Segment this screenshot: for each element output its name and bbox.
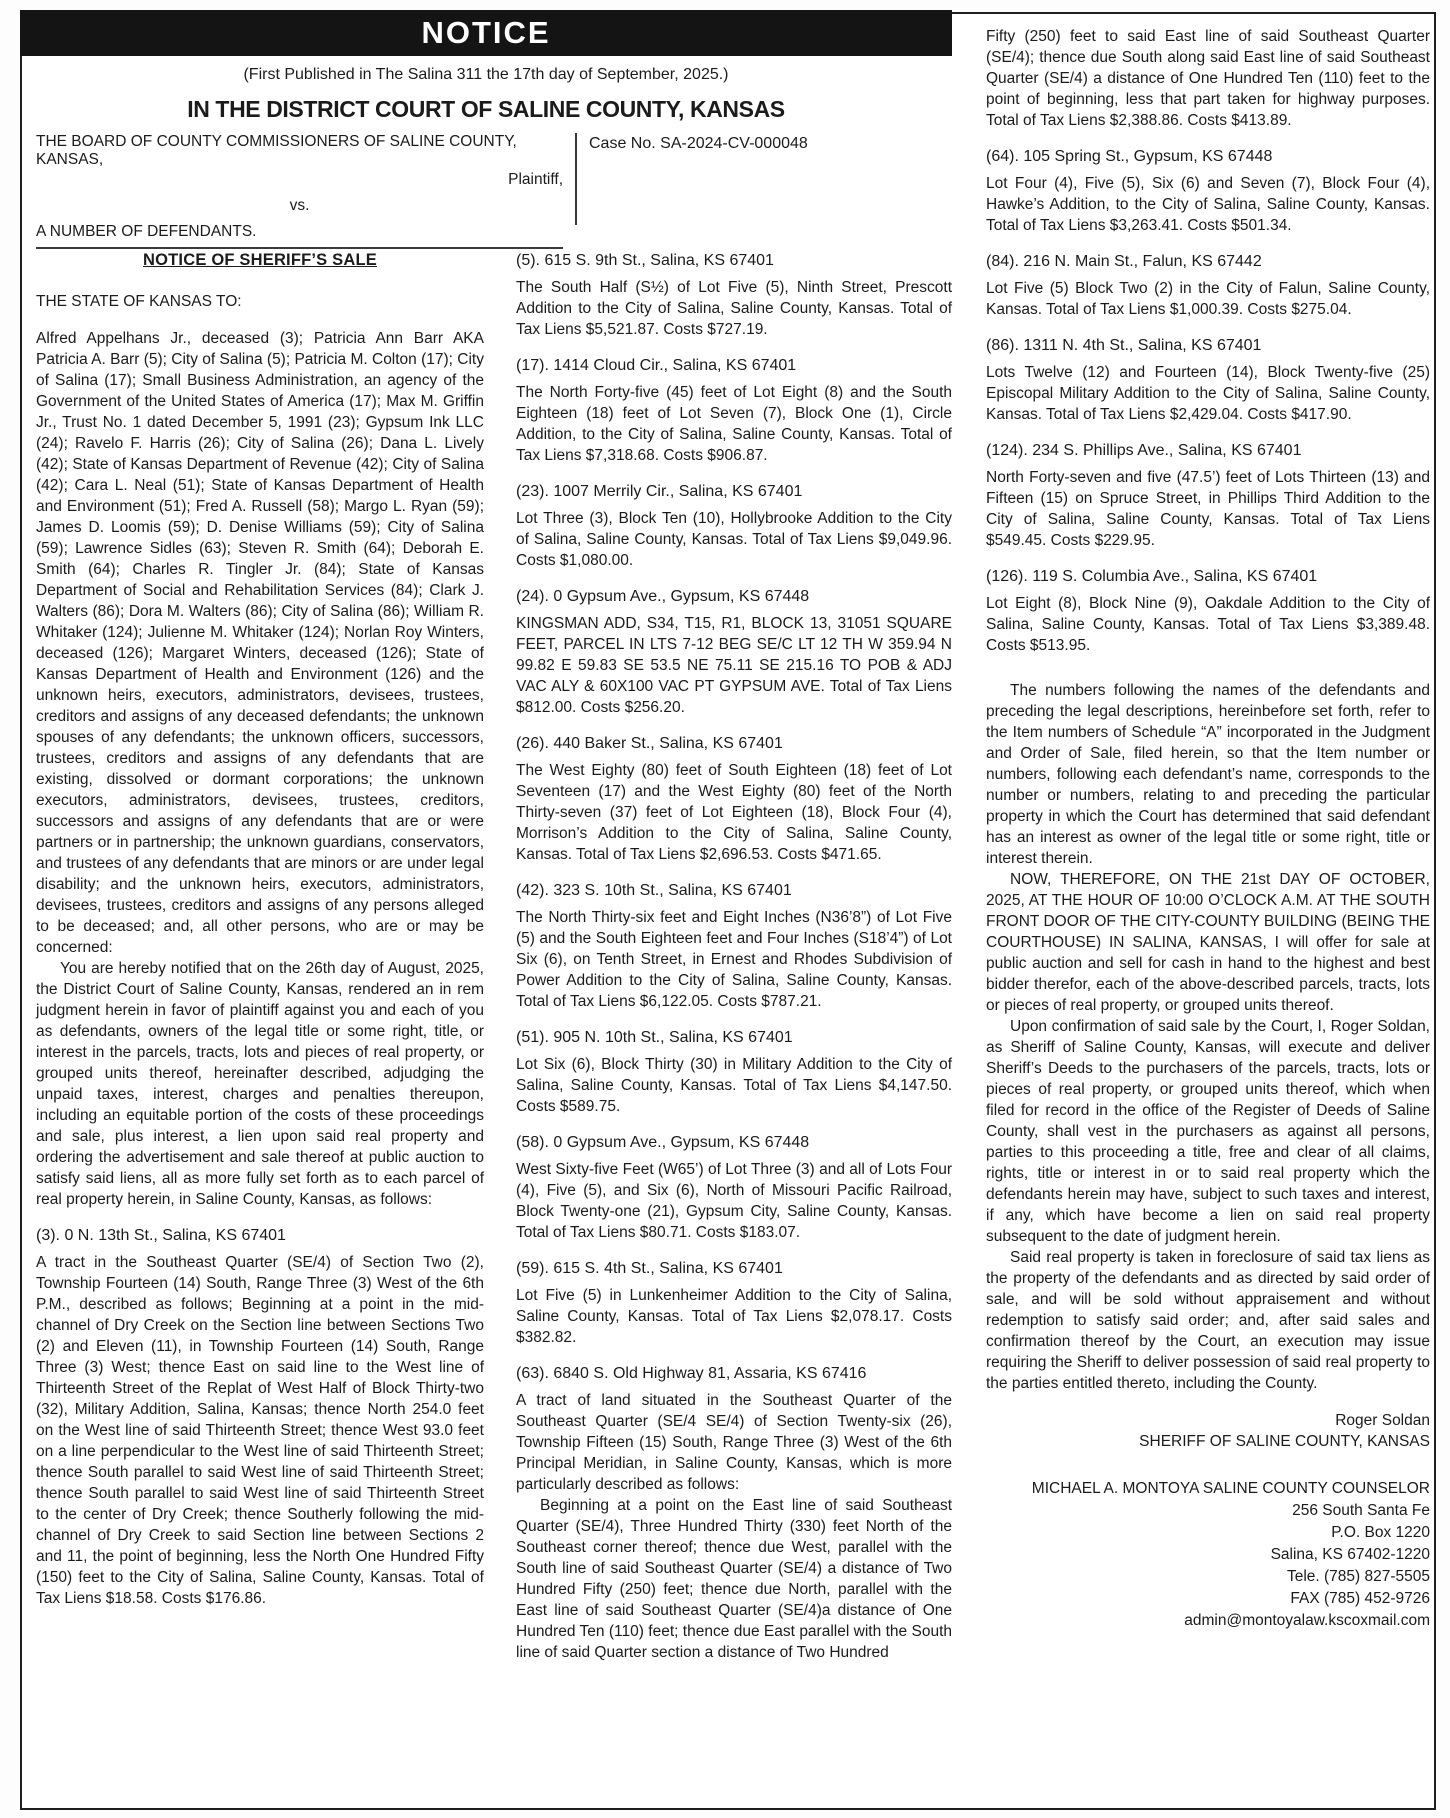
- item-heading: [516, 880, 952, 901]
- item-address: 1311 N. 4th St., Salina, KS 67401: [1023, 337, 1262, 354]
- item-number: (126).: [986, 568, 1028, 585]
- property-item-64: [986, 146, 1430, 236]
- defendants-list-paragraph: Alfred Appelhans Jr., deceased (3); Patricia Ann Barr AKA Patricia A. Barr (5); City of Salina (5); Patricia M. Colton (17); City of Salina (17); Small Business Administration, an agency of the Government of the United States of America (17); Max M. Griffin Jr., Trust No. 1 dated December 5, 1991 (23); Gypsum Ink LLC (24); Ravelo F. Harris (26); City of Salina (26); Dana L. Lively (42); State of Kansas Department of Revenue (42); City of Salina (42); Cara L. Neal (51); State of Kansas Department of Health and Environment (51); Fred A. Russell (58); Margo L. Ryan (59); James D. Loomis (59); D. Denise Williams (59); City of Salina (59); Lawrence Sidles (63); Steven R. Smith (64); Deborah E. Smith (64); Charles R. Tingler Jr. (84); State of Kansas Department of Social and Rehabilitation Services (84); Clark J. Walters (86); Dora M. Walters (86); City of Salina (86); William R. Whitaker (124); Julienne M. Whitaker (124); Norlan Roy Winters, deceased (126); Margaret Winters, deceased (126); State of Kansas Department of Health and Environment (126) and the unknown heirs, executors, administrators, devisees, trustees, creditors and assigns of any deceased defendants; the unknown spouses of any defendants; the unknown officers, successors, trustees, creditors and assigns of any defendants that are existing, dissolved or dormant corporations; the unknown executors, administrators, devisees, trustees, creditors, successors and assigns of any defendants that are or were partners or in partnership; the unknown guardians, conservators, and trustees of any defendants that are minors or are under legal disability; and the unknown heirs, executors, administrators, devisees, trustees, creditors and assigns of any persons alleged to be deceased; and, all other persons, who are or may be concerned:: [36, 330, 484, 956]
- counsel-address-line: P.O. Box 1220: [1331, 1524, 1430, 1541]
- item-description: The South Half (S½) of Lot Five (5), Ninth Street, Prescott Addition to the City of Salina, Saline County, Kansas. Total of Tax Liens $5,521.87. Costs $727.19.: [516, 279, 952, 338]
- item-description: The North Forty-five (45) feet of Lot Eight (8) and the South Eighteen (18) feet of Lot Seven (7), Block One (1), Circle Addition, to the City of Salina, Saline County, Kansas. Total of Tax Liens $7,318.68. Costs $906.87.: [516, 384, 952, 464]
- item-number: (124).: [986, 442, 1028, 459]
- sheriffs-sale-title: NOTICE OF SHERIFF’S SALE: [143, 251, 377, 269]
- addressee-line: THE STATE OF KANSAS TO:: [36, 293, 242, 310]
- plaintiff-role: Plaintiff,: [508, 171, 563, 188]
- closing-section: [986, 680, 1430, 1394]
- item-address: 1007 Merrily Cir., Salina, KS 67401: [553, 483, 803, 500]
- first-published-line: (First Published in The Salina 311 the 17th day of September, 2025.): [243, 66, 729, 83]
- closing-paragraph: NOW, THEREFORE, ON THE 21st DAY OF OCTOBER, 2025, AT THE HOUR OF 10:00 O’CLOCK A.M. AT THE SOUTH FRONT DOOR OF THE CITY-COUNTY BUILDING (BEING THE COURTHOUSE) IN SALINA, KANSAS, I will offer for sale at public auction and sell for cash in hand to the highest and best bidder therefor, each of the above-described parcels, tracts, lots or pieces of real property, or grouped units thereof.: [986, 871, 1430, 1014]
- counsel-fax: FAX (785) 452-9726: [1290, 1590, 1430, 1607]
- item-description: North Forty-seven and five (47.5’) feet of Lots Thirteen (13) and Fifteen (15) on Spruce Street, in Phillips Third Addition to the City of Salina, Saline County, Kansas. Total of Tax Liens $549.45. Costs $229.95.: [986, 469, 1430, 549]
- item-description: The North Thirty-six feet and Eight Inches (N36’8”) of Lot Five (5) and the South Eighteen feet and Four Inches (S18’4”) of Lot Six (6), on Tenth Street, in Ernest and Rhodes Subdivision of Power Addition to the City of Salina, Saline County, Kansas. Total of Tax Liens $6,122.05. Costs $787.21.: [516, 909, 952, 1010]
- item-heading: [516, 1363, 952, 1384]
- item-number: (51).: [516, 1029, 549, 1046]
- item-heading: [516, 1027, 952, 1048]
- item-description: KINGSMAN ADD, S34, T15, R1, BLOCK 13, 31051 SQUARE FEET, PARCEL IN LTS 7-12 BEG SE/C LT 12 TH W 359.94 N 99.82 E 59.83 SE 53.5 NE 75.11 SE 215.16 TO POB & ADJ VAC ALY & 60X100 VAC PT GYPSUM AVE. Total of Tax Liens $812.00. Costs $256.20.: [516, 615, 952, 716]
- item-address: 323 S. 10th St., Salina, KS 67401: [553, 882, 792, 899]
- item-number: (64).: [986, 148, 1019, 165]
- property-item-58: [516, 1132, 952, 1243]
- item-address: 0 Gypsum Ave., Gypsum, KS 67448: [553, 1134, 810, 1151]
- item-address: 216 N. Main St., Falun, KS 67442: [1023, 253, 1262, 270]
- item-heading: [516, 250, 952, 271]
- item-description: Lot Eight (8), Block Nine (9), Oakdale Addition to the City of Salina, Saline County, Kansas. Total of Tax Liens $3,389.48. Costs $513.95.: [986, 595, 1430, 654]
- item-number: (59).: [516, 1260, 549, 1277]
- signature-block: [986, 1410, 1430, 1452]
- item-address: 105 Spring St., Gypsum, KS 67448: [1023, 148, 1273, 165]
- item-description: West Sixty-five Feet (W65’) of Lot Three (3) and all of Lots Four (4), Five (5), and Six (6), North of Missouri Pacific Railroad, Block Twenty-one (21), Gypsum City, Saline County, Kansas. Total of Tax Liens $80.71. Costs $183.07.: [516, 1161, 952, 1241]
- item-address: 905 N. 10th St., Salina, KS 67401: [553, 1029, 793, 1046]
- item-number: (58).: [516, 1134, 549, 1151]
- versus-label: vs.: [289, 197, 310, 214]
- item-heading: [36, 1225, 484, 1246]
- property-item-59: [516, 1258, 952, 1348]
- item-heading: [516, 1258, 952, 1279]
- item-heading: [516, 586, 952, 607]
- item-address: 615 S. 9th St., Salina, KS 67401: [544, 252, 774, 269]
- item-heading: [986, 566, 1430, 587]
- property-item-42: [516, 880, 952, 1012]
- item-heading: [516, 733, 952, 754]
- notice-banner: [20, 10, 952, 56]
- item-number: (17).: [516, 357, 549, 374]
- item-address: 1414 Cloud Cir., Salina, KS 67401: [553, 357, 797, 374]
- item-address: 615 S. 4th St., Salina, KS 67401: [553, 1260, 783, 1277]
- counsel-phone: Tele. (785) 827-5505: [1286, 1568, 1430, 1585]
- continuation-paragraph: Fifty (250) feet to said East line of said Southeast Quarter (SE/4); thence due South along said East line of said Southeast Quarter (SE/4) a distance of One Hundred Ten (110) feet to the point of beginning, less that part taken for highway purposes. Total of Tax Liens $2,388.86. Costs $413.89.: [986, 28, 1430, 129]
- item-heading: [986, 251, 1430, 272]
- item-address: 0 Gypsum Ave., Gypsum, KS 67448: [553, 588, 810, 605]
- item-number: (5).: [516, 252, 540, 269]
- item-description: The West Eighty (80) feet of South Eighteen (18) feet of Lot Seventeen (17) and the West Eighty (80) feet of the North Thirty-seven (37) feet of Lot Eighteen (18), Block Four (4), Morrison’s Addition to the City of Salina, Saline County, Kansas. Total of Tax Liens $2,696.53. Costs $471.65.: [516, 762, 952, 863]
- signature-title: SHERIFF OF SALINE COUNTY, KANSAS: [1139, 1433, 1430, 1450]
- item-number: (42).: [516, 882, 549, 899]
- closing-paragraph: Upon confirmation of said sale by the Court, I, Roger Soldan, as Sheriff of Saline County, Kansas, will execute and deliver Sheriff’s Deeds to the purchasers of the parcels, tracts, lots or pieces of real property, or grouped units thereof, which when filed for record in the office of the Register of Deeds of Saline County, shall vest in the purchasers as against all persons, parties to this proceeding a title, free and clear of all claims, rights, title or interest in or to said real property which the defendants herein may have, subject to such taxes and interest, if any, which have become a lien on said real property subsequent to the date of judgment herein.: [986, 1018, 1430, 1245]
- property-item-84: [986, 251, 1430, 320]
- item-heading: [516, 355, 952, 376]
- item-description: Lots Twelve (12) and Fourteen (14), Block Twenty-five (25) Episcopal Military Addition to the City of Salina, Saline County, Kansas. Total of Tax Liens $2,429.04. Costs $417.90.: [986, 364, 1430, 423]
- item-address: 6840 S. Old Highway 81, Assaria, KS 67416: [553, 1365, 867, 1382]
- item-address: 119 S. Columbia Ave., Salina, KS 67401: [1032, 568, 1318, 585]
- caption-divider: [575, 133, 577, 225]
- item-heading: [516, 481, 952, 502]
- property-item-126: [986, 566, 1430, 656]
- case-number: Case No. SA-2024-CV-000048: [589, 135, 808, 152]
- item-heading: [516, 1132, 952, 1153]
- property-item-17: [516, 355, 952, 466]
- item-number: (84).: [986, 253, 1019, 270]
- item-number: (86).: [986, 337, 1019, 354]
- item-heading: [986, 146, 1430, 167]
- item-description: A tract in the Southeast Quarter (SE/4) of Section Two (2), Township Fourteen (14) South, Range Three (3) West of the 6th P.M., described as follows; Beginning at a point in the mid-channel of Dry Creek on the Section line between Sections Two (2) and Eleven (11), in Township Fourteen (14) South, Range Three (3) West; thence East on said line to the West line of Thirteenth Street of the Replat of West Half of Block Thirty-two (32), Military Addition, Salina, Kansas; thence North 254.0 feet on the West line of said Thirteenth Street; thence West 93.0 feet on a line perpendicular to the West line of said Thirteenth Street; thence South parallel to said West line of said Thirteenth Street; thence South parallel to said West line of said Thirteenth Street to the center of Dry Creek; thence Southerly following the mid-channel of Dry Creek to said Section line between Sections 2 and 11, the point of beginning, less the North One Hundred Fifty (150) feet to the City of Salina, Saline County, Kansas. Total of Tax Liens $18.58. Costs $176.86.: [36, 1254, 484, 1607]
- property-item-63: [516, 1363, 952, 1663]
- item-number: (63).: [516, 1365, 549, 1382]
- notice-header: [24, 60, 948, 123]
- counsel-address-line: Salina, KS 67402-1220: [1270, 1546, 1430, 1563]
- notice-banner-label: NOTICE: [421, 15, 551, 50]
- case-caption: [36, 133, 952, 249]
- property-item-86: [986, 335, 1430, 425]
- item-description-continued: Beginning at a point on the East line of said Southeast Quarter (SE/4), Three Hundred Thirty (330) feet North of the Southeast corner thereof; thence due West, parallel with the South line of said Southeast Quarter (SE/4) a distance of Two Hundred Fifty (250) feet; thence due North, parallel with the East line of said Southeast Quarter (SE/4)a distance of One Hundred Ten (110) feet; thence due East parallel with the South line of said Quarter section a distance of Two Hundred: [516, 1497, 952, 1661]
- property-item-26: [516, 733, 952, 865]
- defendant-name: A NUMBER OF DEFENDANTS.: [36, 223, 257, 240]
- caption-parties: [36, 133, 563, 249]
- item-description: Lot Six (6), Block Thirty (30) in Military Addition to the City of Salina, Saline County, Kansas. Total of Tax Liens $4,147.50. Costs $589.75.: [516, 1056, 952, 1115]
- property-item-3: [36, 1225, 484, 1609]
- signature-name: Roger Soldan: [1335, 1412, 1430, 1429]
- closing-paragraph: Said real property is taken in foreclosure of said tax liens as the property of the defendants and as directed by said order of sale, and will be sold without appraisement and without redemption to satisfy said order; and, after said sales and confirmation thereof by the Court, an execution may issue requiring the Sheriff to deliver possession of said real property to the parties entitled thereto, including the County.: [986, 1249, 1430, 1392]
- item-heading: [986, 335, 1430, 356]
- property-item-124: [986, 440, 1430, 551]
- counsel-address-line: 256 South Santa Fe: [1292, 1502, 1430, 1519]
- item-address: 234 S. Phillips Ave., Salina, KS 67401: [1032, 442, 1302, 459]
- item-number: (3).: [36, 1227, 60, 1244]
- item-description: Lot Five (5) Block Two (2) in the City of Falun, Saline County, Kansas. Total of Tax Liens $1,000.39. Costs $275.04.: [986, 280, 1430, 318]
- item-description: A tract of land situated in the Southeast Quarter of the Southeast Quarter (SE/4 SE/4) of Section Twenty-six (26), Township Fifteen (15) South, Range Three (3) West of the 6th Principal Meridian, in Saline County, Kansas, which is more particularly described as follows:: [516, 1392, 952, 1493]
- item-description: Lot Four (4), Five (5), Six (6) and Seven (7), Block Four (4), Hawke’s Addition, to the City of Salina, Saline County, Kansas. Total of Tax Liens $3,263.41. Costs $501.34.: [986, 175, 1430, 234]
- property-item-5: [516, 250, 952, 340]
- plaintiff-name: THE BOARD OF COUNTY COMMISSIONERS OF SALINE COUNTY, KANSAS,: [36, 133, 517, 168]
- item-heading: [986, 440, 1430, 461]
- item-number: (23).: [516, 483, 549, 500]
- counsel-name: MICHAEL A. MONTOYA SALINE COUNTY COUNSELOR: [1031, 1480, 1430, 1497]
- counsel-block: [986, 1478, 1430, 1631]
- property-item-24: [516, 586, 952, 718]
- counsel-email: admin@montoyalaw.kscoxmail.com: [1184, 1612, 1430, 1629]
- column-right: [986, 26, 1430, 1631]
- item-description: Lot Three (3), Block Ten (10), Hollybrooke Addition to the City of Salina, Saline County, Kansas. Total of Tax Liens $9,049.96. Costs $1,080.00.: [516, 510, 952, 569]
- court-title: IN THE DISTRICT COURT OF SALINE COUNTY, KANSAS: [187, 96, 785, 122]
- closing-paragraph: The numbers following the names of the defendants and preceding the legal descriptions, hereinbefore set forth, refer to the Item numbers of Schedule “A” incorporated in the Judgment and Order of Sale, filed herein, so that the Item number or numbers, following each defendant’s name, corresponds to the number or numbers, relating to and preceding the particular property in which the Court has determined that said defendant has an interest as owner of the legal title or some right, title or interest therein.: [986, 682, 1430, 867]
- item-description: Lot Five (5) in Lunkenheimer Addition to the City of Salina, Saline County, Kansas. Total of Tax Liens $2,078.17. Costs $382.82.: [516, 1287, 952, 1346]
- column-middle: [516, 250, 952, 1663]
- item-number: (24).: [516, 588, 549, 605]
- column-left: [36, 250, 484, 1609]
- item-address: 440 Baker St., Salina, KS 67401: [553, 735, 783, 752]
- property-item-51: [516, 1027, 952, 1117]
- property-item-23: [516, 481, 952, 571]
- item-address: 0 N. 13th St., Salina, KS 67401: [64, 1227, 286, 1244]
- notification-paragraph: You are hereby notified that on the 26th day of August, 2025, the District Court of Saline County, Kansas, rendered an in rem judgment herein in favor of plaintiff against you and each of you as defendants, owners of the legal title or some right, title, or interest in the parcels, tracts, lots and pieces of real property, or grouped units thereof, hereinafter described, adjudging the unpaid taxes, interest, charges and penalties thereupon, including an equitable portion of the costs of these proceedings and sale, plus interest, a lien upon said real property and ordering the advertisement and sale thereof at public auction to satisfy said liens, all as more fully set forth as to each parcel of real property herein, in Saline County, Kansas, as follows:: [36, 960, 484, 1208]
- item-number: (26).: [516, 735, 549, 752]
